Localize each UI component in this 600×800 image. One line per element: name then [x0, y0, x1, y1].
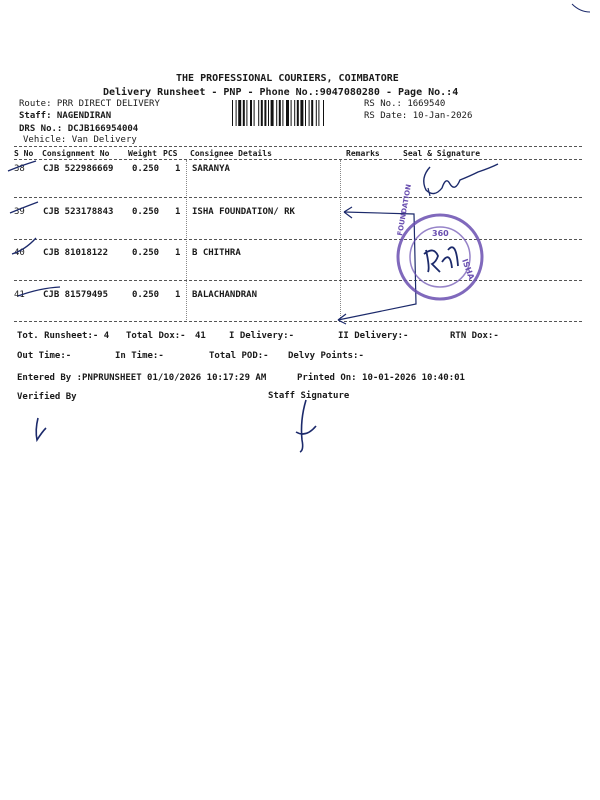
row-weight: 0.250 [132, 290, 160, 300]
rs-date: RS Date: 10-Jan-2026 [364, 111, 473, 121]
row-sno: 40 [14, 248, 25, 258]
row-sno: 41 [14, 290, 25, 300]
in-time: In Time:- [115, 351, 164, 361]
svg-text:360: 360 [432, 229, 449, 238]
row-consignee: B CHITHRA [192, 248, 241, 258]
row-weight: 0.250 [132, 248, 160, 258]
total-pod: Total POD:- [209, 351, 269, 361]
drs-number: DRS No.: DCJB166954004 [19, 124, 139, 134]
runsheet-subtitle: Delivery Runsheet - PNP - Phone No.:9047080280 - Page No.:4 [103, 87, 459, 98]
tot-runsheet: Tot. Runsheet:- 4 [17, 331, 110, 341]
col-consignment: Consignment No [42, 149, 110, 158]
row-pcs: 1 [175, 290, 181, 300]
col-sno: S No [14, 149, 34, 158]
staff-signature-label: Staff Signature [268, 391, 350, 401]
row-consignee: SARANYA [192, 164, 230, 174]
col-remarks: Remarks [346, 149, 380, 158]
printed-on: Printed On: 10-01-2026 10:40:01 [297, 373, 465, 383]
out-time: Out Time:- [17, 351, 72, 361]
row-consignment: CJB 523178843 [43, 207, 114, 217]
row-pcs: 1 [175, 248, 181, 258]
vehicle: Vehicle: Van Delivery [23, 135, 137, 145]
row-consignment: CJB 522986669 [43, 164, 114, 174]
staff: Staff: NAGENDIRAN [19, 111, 112, 121]
col-weight: Weight [128, 149, 157, 158]
verified-by: Verified By [17, 392, 77, 402]
row-consignee: BALACHANDRAN [192, 290, 258, 300]
row-sno: 38 [14, 164, 25, 174]
delvy-points: Delvy Points:- [288, 351, 364, 361]
rtn-dox: RTN Dox:- [450, 331, 499, 341]
ii-delivery: II Delivery:- [338, 331, 409, 341]
company-name: THE PROFESSIONAL COURIERS, COIMBATORE [176, 73, 399, 84]
total-dox: Total Dox:- [126, 331, 186, 341]
col-consignee: Consignee Details [190, 149, 272, 158]
row-weight: 0.250 [132, 164, 160, 174]
row-consignee: ISHA FOUNDATION/ RK [192, 207, 295, 217]
row-consignment: CJB 81018122 [43, 248, 109, 258]
entered-by: Entered By :PNPRUNSHEET 01/10/2026 10:17:29 AM [17, 373, 267, 383]
col-seal: Seal & Signature [403, 149, 481, 158]
row-pcs: 1 [175, 164, 181, 174]
rs-number: RS No.: 1669540 [364, 99, 446, 109]
row-weight: 0.250 [132, 207, 160, 217]
col-pcs: PCS [163, 149, 178, 158]
total-dox-value: 41 [195, 331, 206, 341]
row-pcs: 1 [175, 207, 181, 217]
row-consignment: CJB 81579495 [43, 290, 109, 300]
svg-text:ISHA: ISHA [460, 257, 476, 282]
row-sno: 39 [14, 207, 25, 217]
i-delivery: I Delivery:- [229, 331, 295, 341]
svg-text:FOUNDATION: FOUNDATION [396, 183, 414, 237]
route: Route: PRR DIRECT DELIVERY [19, 99, 160, 109]
